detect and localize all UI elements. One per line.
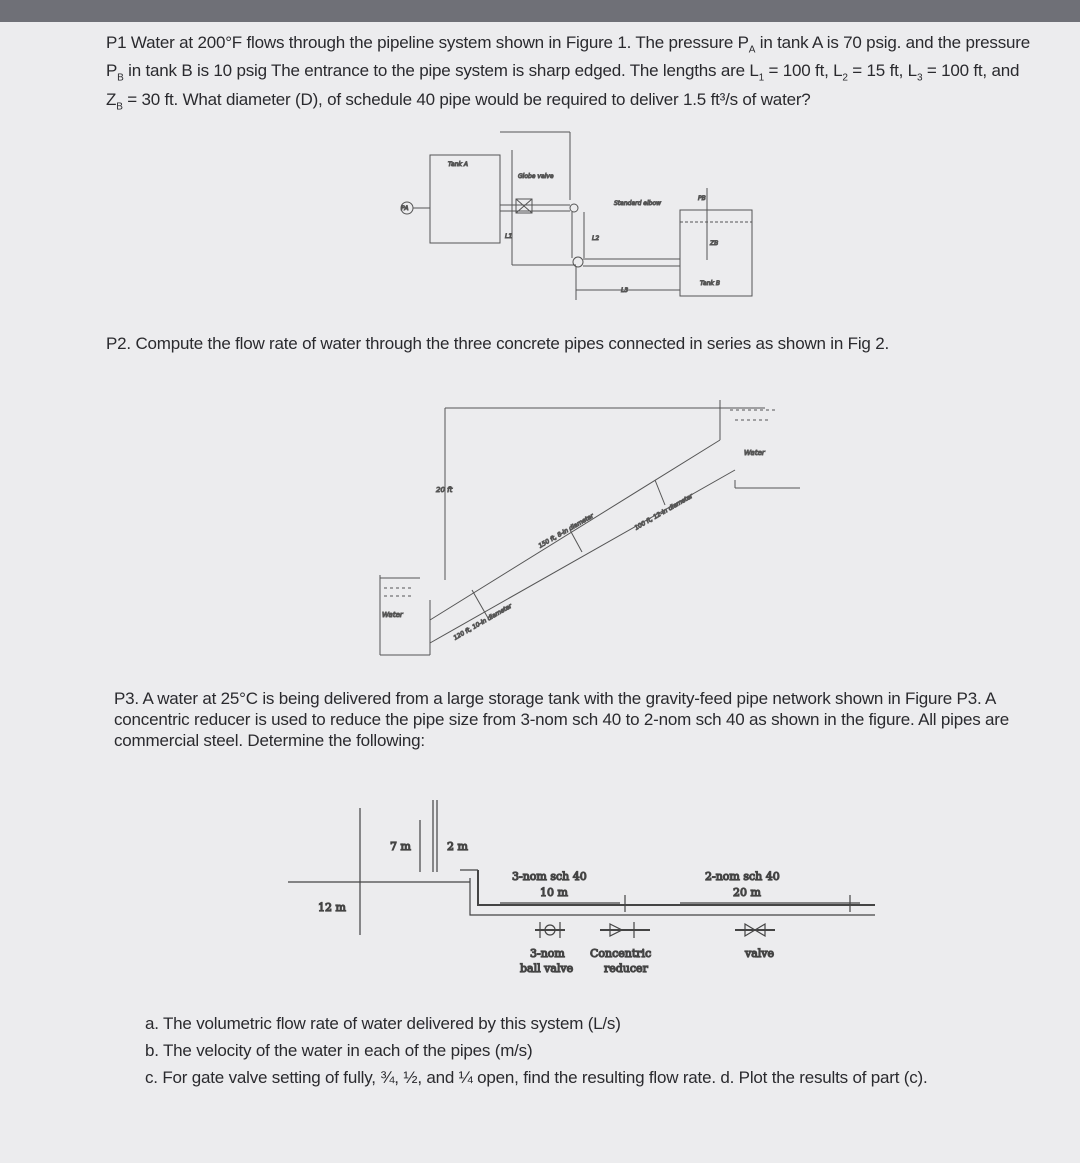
tank-a-label: Tank A — [448, 161, 469, 168]
height-12m-label: 12 m — [318, 901, 346, 914]
l2-subscript: 2 — [842, 72, 848, 84]
p1-line3b: = 30 ft. What diameter (D), of schedule 40 pipe would be required to deliver 1.5 ft³/s of water? — [122, 89, 811, 109]
reducer-label-2: reducer — [604, 962, 648, 975]
pipe-a-size-label: 3-nom sch 40 — [512, 870, 587, 883]
p3-line2: concentric reducer is used to reduce the pipe size from 3-nom sch 40 to 2-nom sch 40 as shown in the figure. All pipes are — [114, 710, 1010, 729]
problem-2-text: P2. Compute the flow rate of water through the three concrete pipes connected in series as shown in Fig 2. — [106, 334, 889, 353]
pipe-b-length-label: 20 m — [733, 886, 761, 899]
ball-valve-label-1: 3-nom — [530, 947, 565, 960]
water-left-label: Water — [382, 611, 403, 619]
p1-line3a: Z — [106, 89, 117, 109]
pipe-2-label: 150 ft, 8-in diameter — [537, 512, 595, 550]
p1-line2d: = 15 ft, L — [847, 61, 917, 81]
p1-line2a: P — [106, 61, 118, 81]
question-a: a. The volumetric flow rate of water delivered by this system (L/s) — [145, 1014, 621, 1033]
figure-2 — [380, 400, 800, 655]
figure-1 — [401, 132, 752, 300]
pipe-3-label: 100 ft, 12-in diameter — [633, 492, 695, 532]
question-b: b. The velocity of the water in each of the pipes (m/s) — [145, 1041, 533, 1060]
l1-subscript: 1 — [758, 72, 764, 84]
height-2m-label: 2 m — [447, 840, 468, 853]
p3-line3: commercial steel. Determine the following: — [114, 731, 425, 750]
tank-b-label: Tank B — [700, 280, 721, 287]
tank-a — [430, 155, 500, 243]
height-7m-label: 7 m — [390, 840, 411, 853]
pa-subscript: A — [748, 44, 756, 56]
pb-subscript: B — [117, 72, 124, 84]
zb-label: ZB — [710, 240, 719, 247]
pipe-b-size-label: 2-nom sch 40 — [705, 870, 780, 883]
l3-subscript: 3 — [916, 72, 923, 84]
standard-elbow-label: Standard elbow — [614, 200, 662, 207]
ball-valve-label-2: ball valve — [520, 962, 574, 975]
reducer-label-1: Concentric — [590, 947, 652, 960]
p3-line1: P3. A water at 25°C is being delivered from a large storage tank with the gravity-feed pipe network shown in Figure P3. A — [114, 689, 997, 708]
water-right-label: Water — [744, 449, 765, 457]
pb-label: PB — [698, 195, 706, 202]
l1-label: L1 — [505, 233, 513, 240]
pipe-1-label: 120 ft, 10-in diameter — [452, 602, 514, 642]
height-20ft-label: 20 ft — [436, 486, 453, 494]
p1-line2c: = 100 ft, L — [763, 61, 843, 81]
p1-line1: P1 Water at 200°F flows through the pipeline system shown in Figure 1. The pressure P — [106, 33, 749, 52]
globe-valve-label: Globe valve — [518, 173, 554, 180]
p1-line2e: = 100 ft, and — [922, 61, 1020, 81]
pa-label: PA — [401, 205, 409, 212]
p1-line1b: in tank A is 70 psig. and the pressure — [755, 33, 1031, 52]
l2-label: L2 — [592, 235, 600, 242]
question-c: c. For gate valve setting of fully, ¾, ½, and ¼ open, find the resulting flow rate. d. Plot the results of part (c). — [145, 1068, 928, 1087]
figure-3 — [288, 800, 875, 975]
zb-subscript: B — [116, 101, 123, 113]
valve-label: valve — [745, 947, 775, 960]
p1-line2b: in tank B is 10 psig The entrance to the pipe system is sharp edged. The lengths are L — [123, 61, 759, 81]
pipe-a-length-label: 10 m — [540, 886, 568, 899]
l3-label: L3 — [621, 287, 629, 294]
